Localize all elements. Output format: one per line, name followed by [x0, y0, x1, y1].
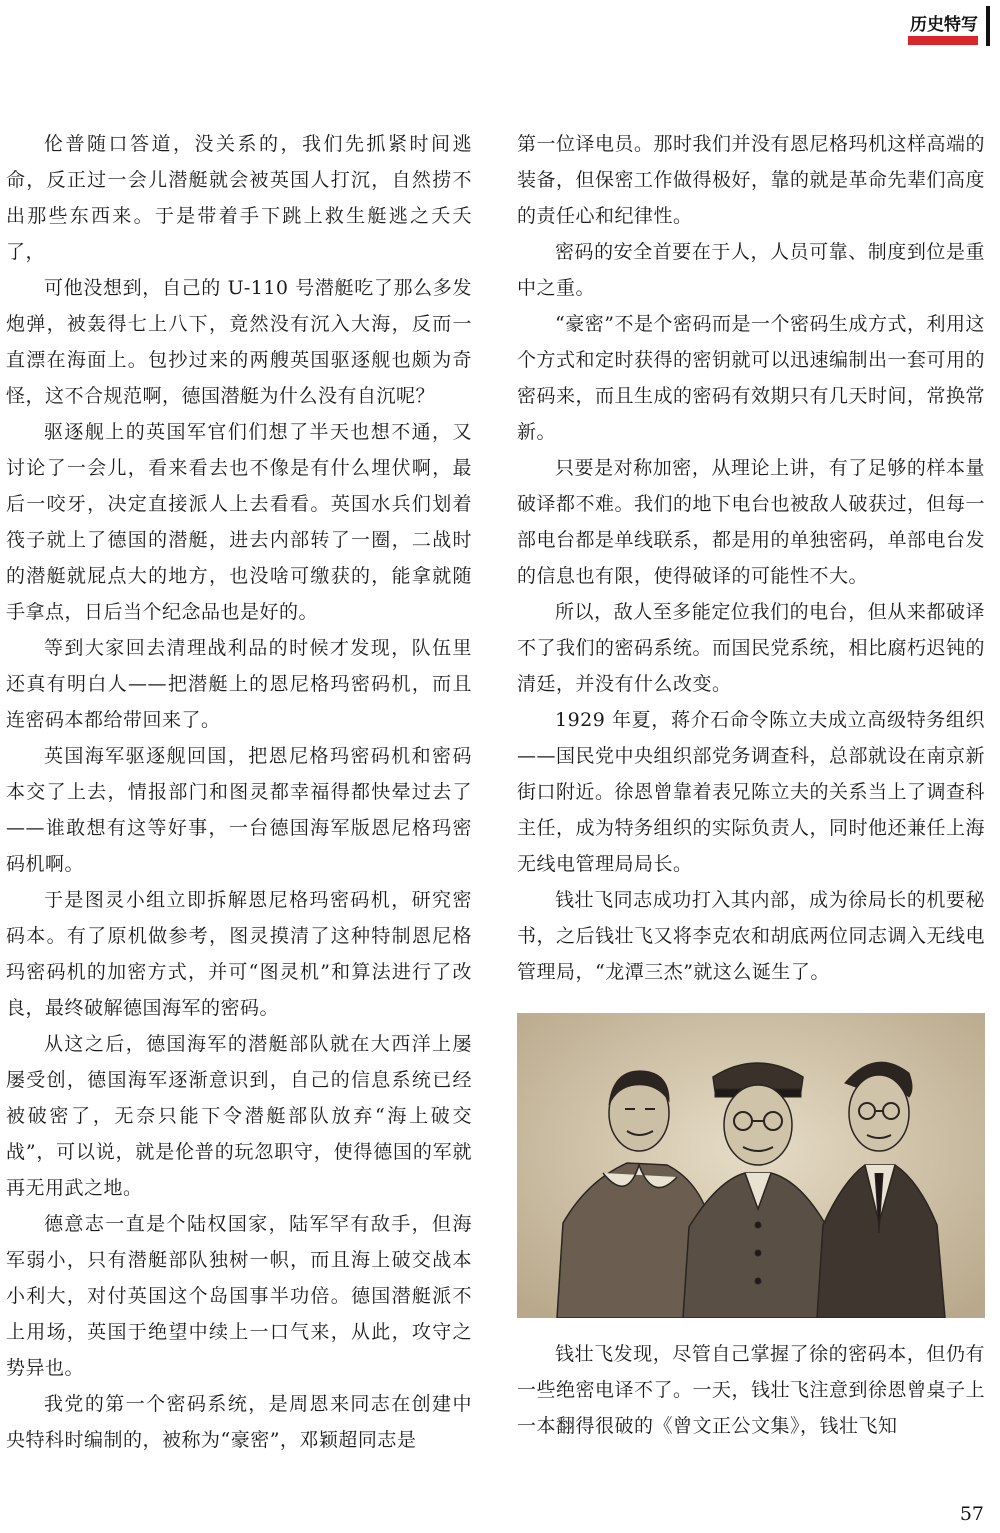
paragraph: 德意志一直是个陆权国家，陆军罕有敌手，但海军弱小，只有潜艇部队独树一帜，而且海上破交战本小利大，对付英国这个岛国事半功倍。德国潜艇派不上用场，英国于绝望中续上一口气来，从此，攻守之势异也。	[6, 1213, 472, 1379]
paragraph: 钱壮飞发现，尽管自己掌握了徐的密码本，但仍有一些绝密电译不了。一天，钱壮飞注意到徐恩曾桌子上一本翻得很破的《曾文正公文集》，钱壮飞知	[517, 1343, 986, 1437]
section-title: 历史特写	[910, 15, 978, 35]
paragraph: 可他没想到，自己的 U-110 号潜艇吃了那么多发炮弹，被轰得七上八下，竟然没有沉入大海，反而一直漂在海面上。包抄过来的两艘英国驱逐舰也颇为奇怪，这不合规范啊，德国潜艇为什么没有自沉呢？	[6, 277, 472, 407]
paragraph: 伦普随口答道，没关系的，我们先抓紧时间逃命，反正过一会儿潜艇就会被英国人打沉，自然捞不出那些东西来。于是带着手下跳上救生艇逃之夭夭了，	[6, 133, 472, 263]
right-column-bottom	[517, 1336, 985, 1444]
paragraph: 等到大家回去清理战利品的时候才发现，队伍里还真有明白人——把潜艇上的恩尼格玛密码机，而且连密码本都给带回来了。	[6, 637, 472, 731]
section-header	[908, 6, 990, 46]
page-number: 57	[959, 1503, 984, 1525]
right-column	[517, 126, 985, 990]
paragraph: 从这之后，德国海军的潜艇部队就在大西洋上屡屡受创，德国海军逐渐意识到，自己的信息系统已经被破密了，无奈只能下令潜艇部队放弃“海上破交战”，可以说，就是伦普的玩忽职守，使得德国的军就再无用武之地。	[6, 1033, 472, 1199]
portrait-sketch	[517, 1013, 985, 1318]
paragraph: 我党的第一个密码系统，是周恩来同志在创建中央特科时编制的，被称为“豪密”，邓颖超同志是	[6, 1393, 472, 1451]
paragraph: 只要是对称加密，从理论上讲，有了足够的样本量破译都不难。我们的地下电台也被敌人破获过，但每一部电台都是单线联系，都是用的单独密码，单部电台发的信息也有限，使得破译的可能性不大。	[517, 457, 986, 587]
portrait-sketch-icon	[517, 1013, 985, 1318]
paragraph: “豪密”不是个密码而是一个密码生成方式，利用这个方式和定时获得的密钥就可以迅速编制出一套可用的密码来，而且生成的密码有效期只有几天时间，常换常新。	[517, 313, 986, 443]
section-divider-line	[986, 6, 990, 46]
paragraph: 所以，敌人至多能定位我们的电台，但从来都破译不了我们的密码系统。而国民党系统，相比腐朽迟钝的清廷，并没有什么改变。	[517, 601, 986, 695]
paragraph: 密码的安全首要在于人，人员可靠、制度到位是重中之重。	[517, 241, 985, 299]
paragraph: 钱壮飞同志成功打入其内部，成为徐局长的机要秘书，之后钱壮飞又将李克农和胡底两位同志调入无线电管理局，“龙潭三杰”就这么诞生了。	[517, 889, 986, 983]
left-column	[6, 126, 472, 1458]
section-accent-bar	[908, 36, 978, 45]
paragraph: 英国海军驱逐舰回国，把恩尼格玛密码机和密码本交了上去，情报部门和图灵都幸福得都快晕过去了——谁敢想有这等好事，一台德国海军版恩尼格玛密码机啊。	[6, 745, 472, 875]
paragraph: 于是图灵小组立即拆解恩尼格玛密码机，研究密码本。有了原机做参考，图灵摸清了这种特制恩尼格玛密码机的加密方式，并可“图灵机”和算法进行了改良，最终破解德国海军的密码。	[6, 889, 472, 1019]
paragraph: 1929 年夏，蒋介石命令陈立夫成立高级特务组织——国民党中央组织部党务调查科，总部就设在南京新街口附近。徐恩曾靠着表兄陈立夫的关系当上了调查科主任，成为特务组织的实际负责人，同时他还兼任上海无线电管理局局长。	[517, 709, 986, 875]
paragraph: 第一位译电员。那时我们并没有恩尼格玛机这样高端的装备，但保密工作做得极好，靠的就是革命先辈们高度的责任心和纪律性。	[517, 133, 986, 227]
paragraph: 驱逐舰上的英国军官们们想了半天也想不通，又讨论了一会儿，看来看去也不像是有什么埋伏啊，最后一咬牙，决定直接派人上去看看。英国水兵们划着筏子就上了德国的潜艇，进去内部转了一圈，二战时的潜艇就屁点大的地方，也没啥可缴获的，能拿就随手拿点，日后当个纪念品也是好的。	[6, 421, 472, 623]
